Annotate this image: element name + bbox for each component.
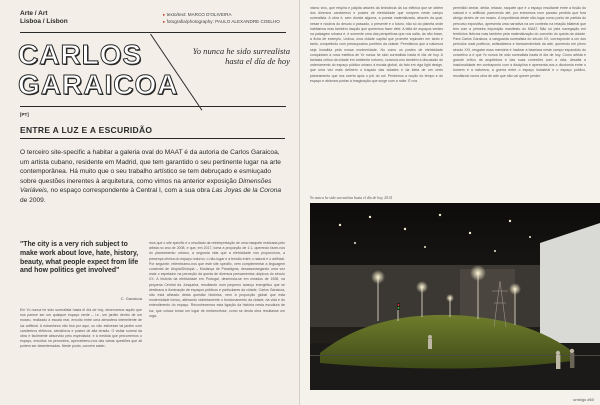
- credits: [163, 11, 280, 25]
- right-page: [300, 0, 600, 405]
- page-folio: umbigo #60: [573, 397, 594, 402]
- lead-italic-title-2: Las Joyas de la Corona: [211, 187, 282, 195]
- installation-photo: [310, 203, 600, 390]
- artist-name: [18, 40, 178, 100]
- mid-rule: [20, 106, 286, 107]
- section-category: Arte / Art: [20, 10, 48, 17]
- subhead-rule: [20, 138, 285, 139]
- language-tag: [PT]: [20, 112, 29, 117]
- subheading: ENTRE A LUZ E A ESCURIDÃO: [20, 125, 153, 135]
- lead-italic-title-1: Dimensões Variáveis: [20, 177, 272, 195]
- body-column-4: permitido sentar, deitar, relaxar, naquele que é o espaço resultante entre a fusão do natural e o artificial, parecendo até, por entrarmos num paraíso perdido que fora abrigo dentro de um museu. A importância deste não-lugar como ponto de partida do percurso expositivo, apresenta uma narrativa na um contexto na relação bilateral que tem com a primeira exposição manifesto do MAAT. Não só pela navegação em territórios fictícios mas também pela materialização do conceito do queda da cidade. Para Carlos Garaicoa, a vanguarda surrealista do século XX, corresponde a um dos períodos mais poéticos, antissistema e transcendentais da arte, querendo em pleno século XXI, resgatar essa memória e haclear a baseiara neste campo expandido do concetivo à é que Yo nunca he sido surrealista hasta el día de hoy. Como artista e grande crítico da arquitetura e das suas conexões com a vida, desafia a inacionalidade em contraponto com a disciplina e apresenta-nos a dicotomia entre o homem e a natureza, a guerra entre o espaço industrial e o espaço público, resultando numa obra de arte que não vai querer perder.: [453, 6, 586, 78]
- artist-first-name: CARLOS: [18, 39, 143, 70]
- lead-paragraph: O terceiro site-specific a habitar a galeria oval do MAAT é da autoria de Carlos Garaicoa, um artista cubano, residente em Madrid, que tem garantido o seu pertinente lugar na arte contemporânea. Há muito que o seu trabalho artístico se tem debruçado e esmiuçado sobre questões inerentes à arquitetura, como vimos na anterior exposição Dimensões Variáveis, no espaço correspondente à Central I, com a sua obra Las Joyas de la Corona de 2009.: [20, 149, 282, 204]
- photo-credit: fotografia/photography: PAULO ALEXANDRE COELHO: [166, 19, 280, 24]
- body-column-2: mos que o site specific é o resultado da reinterpretação de uma maquete realizada pelo artista no ano de 2008, e que, em 2017, toma a proporção de 1:1, querendo fazer-nos do planeamento urbano, a segunda vida que a eletricidade nos proporciona, a presença cênica do espaço noturno, o não-lugar e a tensão entre o natural e o artificial. Por seguinte, relembramo-nos que este site specific, vem complementar a linguagem curatorial de Utopia/Distopia – Mudança de Paradigma, desassossegando uma vez mais o espetador na perceção da queda de diversos pensamentos utópicos do século XX. A história da eletricidade em Portugal, desenrola-se em meados de 1908, na pequena Central da Junqueira, resultando num pequeno avanço energético que se destinava à iluminação de espaços públicos e particulares da cidade. Carlos Garaicoa, não está alheado desta questão histórica, nem à proporção global que esta modernidade tomou, alterando violentamente o funcionamento da cidade, da vida e do entendimento do espaço. Reconhecemos esta ligação da história nesta escultura de luz, que coloca tomar um lugar de metamorfose, como se desta obra resultasse um orga-: [149, 241, 285, 318]
- photo-caption: Yo nunca he sido surrealista hasta el día de hoy, 2014: [310, 196, 392, 200]
- text-credit: texto/text: MARCO D'OLIVEIRA: [166, 12, 232, 17]
- installation-photo-art: [310, 203, 600, 390]
- arrow-icon: ▸: [163, 19, 167, 24]
- top-rule: [20, 32, 286, 33]
- section-city: Lisboa / Lisbon: [20, 18, 68, 25]
- body-column-1: Em Yo nunca he sido surrealista hasta el día de hoy, observamos aquilo que nos parece ser um qualquer espaço verde – i.e., um jardim dentro de um museu, realizado à escala real, envolto entre uma atmosfera intermitente de luz artificial. A estranheza não fica por aqui, ou não estivesse tal jardim com candeeiros elétricos, semáforos e postes de alta tensão. O visitar surreal da obra é facilmente absorvido pelo espectador, e à medida que percorremos o espaço, envoltos na penumbra, apercebemo-nos das várias questões que ali podem ser desenterradas. Neste ponto, convém saber-: [20, 308, 142, 349]
- work-title: Yo nunca he sido surrealista hasta el día de hoy: [192, 46, 290, 66]
- pull-quote-attribution: C. Garaicoa: [120, 296, 142, 301]
- body-column-3: nismo vivo, que respira e palpita através da liminância da luz elétrica que se obtém dos diversos candeeiros e postes de eletricidade que rompem neste campo surrealista. A obra é, sem dúvida alguma, a poesia materializada, através da qual, nesse e noutros do desuto o passado, o presente e o futuro, não só do planeta onde habitamos mas também daquilo que queremos fazer dele. A falta de espaços verdes na paisagem urbana é, é somente uma das perspetivas que nos salta, da não fosse, a ficha de exemplo, Lisboa, uma cidade capital que promete equivaler em tanto e tanto, competindo com pressupostos purritres da cidade. Permitimos que a natureza seja invadida pela nossa modernidade. No como os postes de eletricidade conquistam a nova estética de Yo nunca he sido surrealista hasta el día de hoy. A fantasia crítica da cidade em ambiente noturno, convoca-nos também à discussão do ordenamento do espaço público urbano à escala global, do fato em viga light design, que uma vez mais definem o traçado das cidades e da ideia de um certo planeamento que nos ocerta após o pôr do sol. Perdemos a noção do tempo e do espaço e abismos portas à imaginação que surge com a noite. É nos: [310, 6, 443, 83]
- artist-last-name: GARAICOA: [18, 69, 179, 100]
- arrow-icon: ▸: [163, 12, 167, 17]
- section-label: [20, 10, 68, 26]
- pull-quote: "The city is a very rich subject to make work about love, hate, history, beauty, what people expect from life and how politics get involved": [20, 241, 139, 275]
